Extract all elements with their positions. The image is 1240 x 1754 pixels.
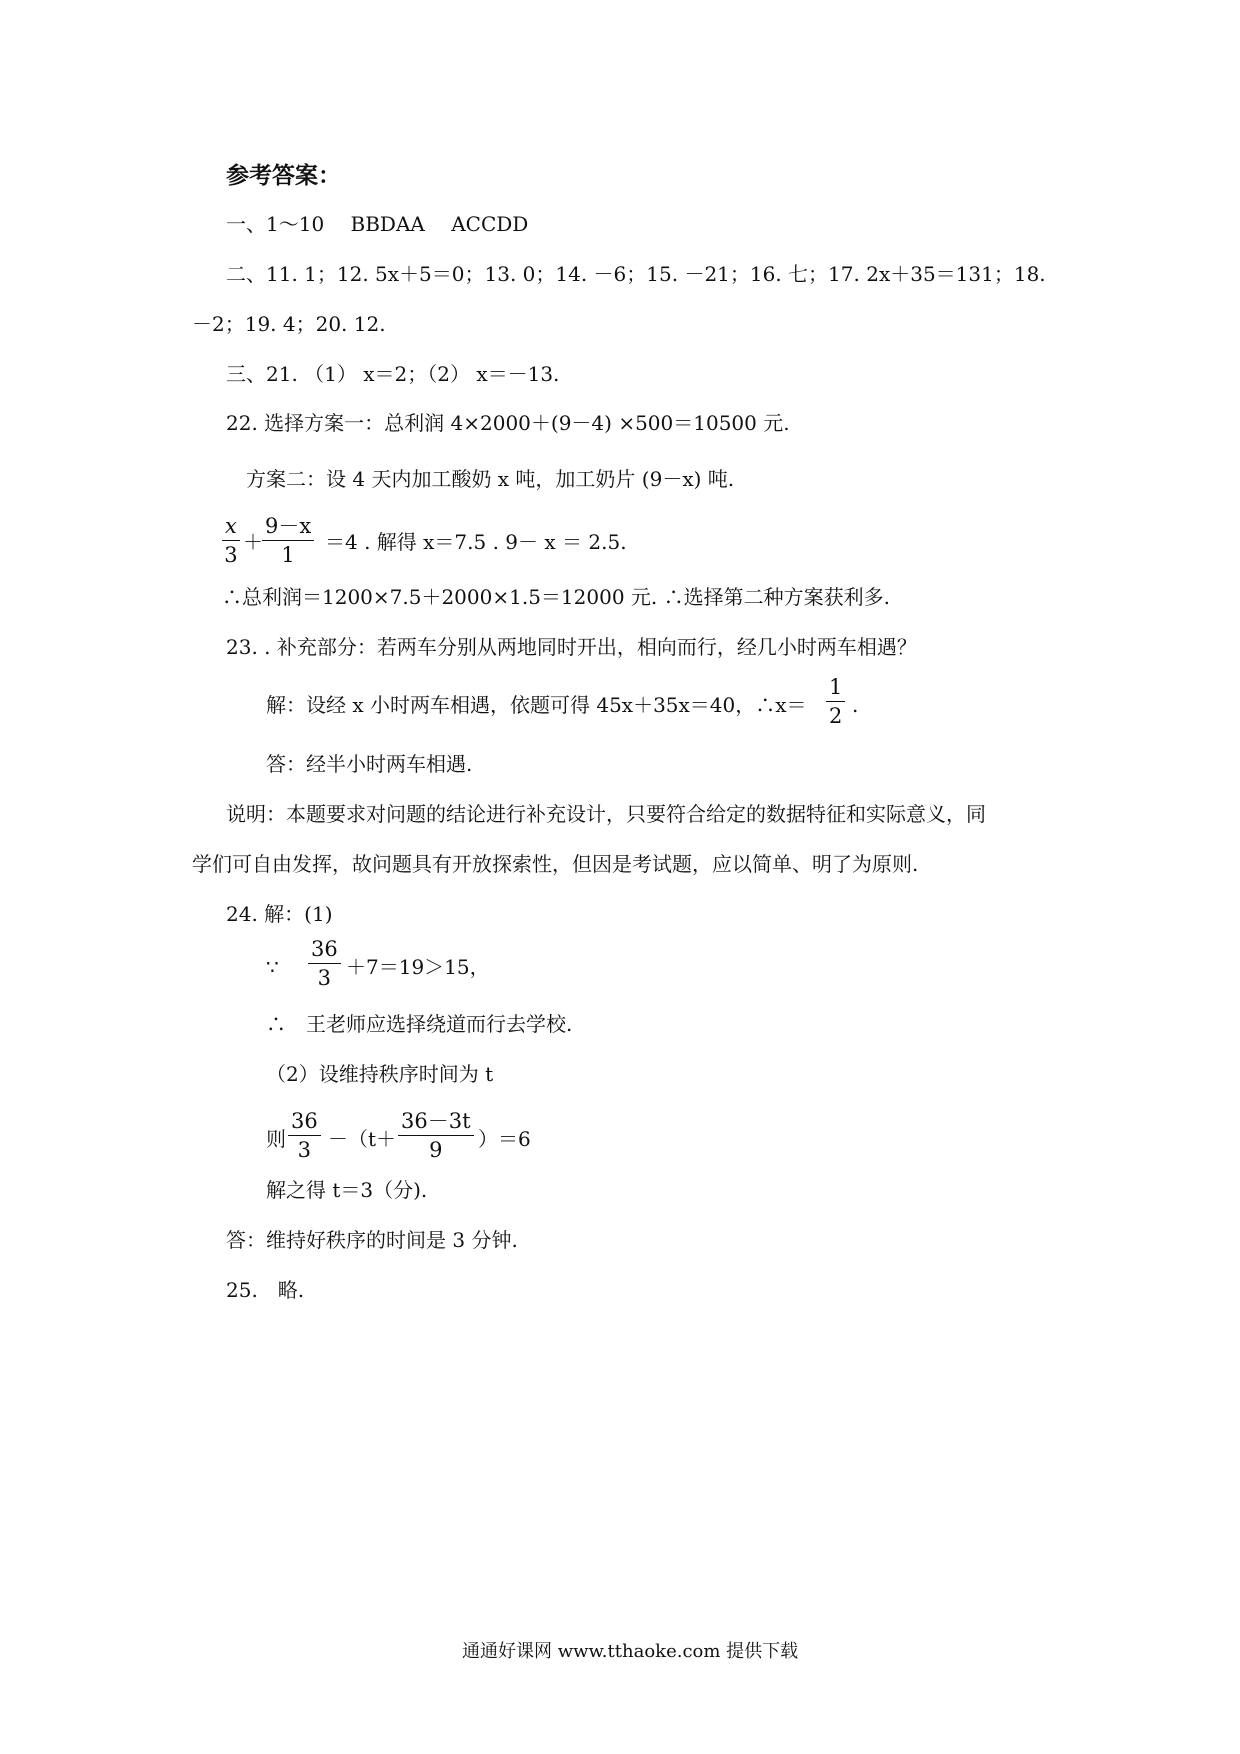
answer-24-comparison: ＋7＝19＞15， <box>346 955 490 979</box>
answer-24-heading: 24. 解：(1) <box>226 902 333 926</box>
answer-23-question: 23. . 补充部分：若两车分别从两地同时开出，相向而行，经几小时两车相遇？ <box>226 635 917 659</box>
note-line1: 说明：本题要求对问题的结论进行补充设计，只要符合给定的数据特征和实际意义，同 <box>226 802 986 826</box>
fraction-denominator: 1 <box>281 543 295 568</box>
because-symbol: ∵ <box>266 955 279 979</box>
plus-sign: ＋ <box>243 530 263 554</box>
fraction-numerator: 36 <box>308 937 341 964</box>
footer-download-note: 通通好课网 www.tthaoke.com 提供下载 <box>462 1641 799 1662</box>
period: . <box>852 693 859 717</box>
fraction-denominator: 9 <box>429 1138 443 1163</box>
answer-24-answer: 答：维持好秩序的时间是 3 分钟. <box>226 1228 518 1252</box>
answer-24-solve: 解之得 t＝3（分). <box>266 1178 428 1202</box>
fraction-denominator: 2 <box>829 704 843 729</box>
then-label: 则 <box>266 1127 286 1151</box>
fraction-numerator: 36 <box>288 1109 321 1136</box>
answer-23-answer: 答：经半小时两车相遇. <box>266 752 473 776</box>
answer-section-1: 一、1～10 BBDAA ACCDD <box>226 212 529 236</box>
fraction-36-over-3 <box>308 937 341 990</box>
fraction-denominator: 3 <box>297 1138 312 1163</box>
answer-22-conclusion: ∴总利润＝1200×7.5＋2000×1.5＝12000 元. ∴选择第二种方案获利多. <box>222 585 890 609</box>
answer-24-conclusion: ∴ 王老师应选择绕道而行去学校. <box>266 1012 573 1036</box>
note-line2: 学们可自由发挥，故问题具有开放探索性，但因是考试题，应以简单、明了为原则. <box>192 852 919 876</box>
page-title: 参考答案： <box>226 163 341 189</box>
fraction-numerator: 36－3t <box>398 1109 474 1136</box>
fraction-numerator: 9－x <box>262 514 314 541</box>
fraction-denominator: 3 <box>224 543 238 568</box>
answer-section-2-line2: －2；19. 4；20. 12. <box>192 312 386 336</box>
fraction-36-minus-3t-over-9 <box>398 1109 474 1162</box>
answer-25: 25. 略. <box>226 1278 305 1302</box>
fraction-9-minus-x-over-1 <box>262 514 314 567</box>
answer-section-2-line1: 二、11. 1；12. 5x＋5＝0；13. 0；14. －6；15. －21；16. 七；17. 2x＋35＝131；18. <box>226 262 1046 286</box>
answer-24-part2: （2）设维持秩序时间为 t <box>266 1062 494 1086</box>
answer-22-plan1: 22. 选择方案一：总利润 4×2000＋(9－4) ×500＝10500 元. <box>226 411 790 435</box>
fraction-numerator: 1 <box>826 675 845 702</box>
answer-22-equation: ＝4 . 解得 x＝7.5 . 9－ x ＝ 2.5. <box>325 530 627 554</box>
answer-22-plan2: 方案二：设 4 天内加工酸奶 x 吨，加工奶片 (9－x) 吨. <box>246 467 735 491</box>
fraction-denominator: 3 <box>317 966 332 991</box>
equation-end: ）＝6 <box>478 1127 531 1151</box>
fraction-36-over-3-b <box>288 1109 321 1162</box>
equation-middle: －（t＋ <box>328 1127 397 1151</box>
fraction-numerator: x <box>222 514 240 541</box>
fraction-x-over-3 <box>222 514 240 567</box>
answer-23-solution: 解：设经 x 小时两车相遇，依题可得 45x＋35x＝40，∴x＝ <box>266 693 807 717</box>
answer-21: 三、21. （1） x＝2；（2） x＝－13. <box>226 362 560 386</box>
fraction-1-over-2 <box>826 675 845 728</box>
